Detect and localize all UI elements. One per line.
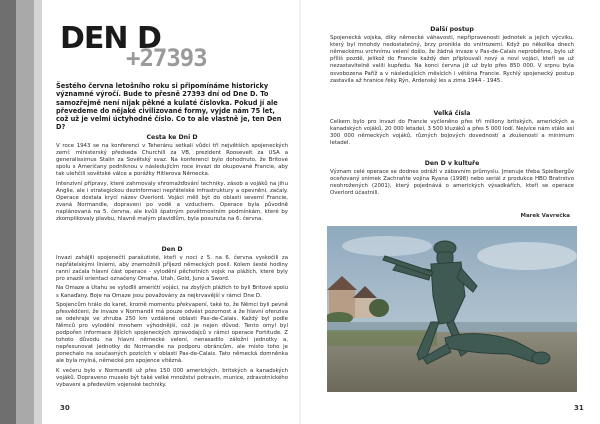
decorative-bar-dark (0, 0, 16, 424)
page-gutter (299, 0, 301, 424)
article-headline-number: +27393 (126, 44, 207, 72)
paragraph: Invazi zahájili spojenečtí parašutisté, kteří v noci z 5. na 6. června vyskočili za nepřátelskými liniemi, aby znemožnili příjezd německých posil. Kolem šesté hodiny ranní začala hlavní část operace - vylodění pěchotních vojsk na plážích, které byly pro snazší orientaci označeny Omaha, Utah, Gold, Juno a Sword. (56, 255, 288, 283)
section-heading: Den D v kultuře (424, 160, 480, 167)
article-author: Marek Vavrečka (520, 213, 570, 219)
paragraph: Spojencům hrálo do karet, kromě momentu překvapení, také to, že Němci byli pevně přesvědčeni, že invaze v Normandii má pouze odvést pozornost a že hlavní ofenziva se odehraje ve zhruba 250 km vzdálené oblasti Pas-de-Calais. Každý byl podle Němců pro vylodění mnohem výhodnější, což je nejen důvod. Tento omyl byl podpořen informace žijících spojeneckých zpravodajců v rámci operace Fortitude. Z tohoto důvodu na hlavní německé velení, nenasadilo záložní jednotky a, nepřesunovat jednotky do Normandie na podporu obráncům, ale místo toho je ponechalo na současných pozicích v oblasti Pas-de-Calais. Tato německá domněnka ale byla mylná, německé pro spojence vítězná. (56, 301, 288, 365)
section-heading: Další postup (430, 26, 474, 33)
article-photo (327, 226, 577, 392)
section-cesta (56, 134, 288, 225)
section-heading: Den D (161, 246, 183, 253)
section-dalsi (330, 26, 574, 87)
decorative-bar-light (34, 0, 42, 424)
paragraph: Význam celé operace se dodnes odráží v zábavním průmyslu. Jmenuje třeba Spielbergův oceňovaný snímek Zachraňte vojína Ryana (1998) nebo seriál z produkce HBO Bratrstvo neohrožených (2001), který pojednává o amerických výsadkářích, kteří se operace Overlord účastnili. (330, 169, 574, 197)
article-lead: Šestého června letošního roku si připomínáme historicky významné výročí. Bude to přesně 27393 dní od Dne D. To samozřejmě není nijak pěkné a kulaté číslovka. Pokud jí ale převedeme do nějaké civilizované formy, vyjde nám 75 let, což už je velmi úctyhodné číslo. Co to ale vlastně je, ten Den D? (56, 82, 282, 132)
paragraph: Spojenecká vojska, díky německé váhavosti, nepřipravenosti jednotek a jejich výcviku, který byl mnohdy nedostatečný, brzy pronikla do vnitrozemí. Když po několika dnech německému vrchnímu velení došlo, že žádná invaze v Pas-de-Calais neproběhne, bylo už příliš pozdě, jelikož do Francie každý den připlouvali nový a noví vojáci, kteří se už nezastavitelně valili kupředu. Na konci června již už bylo přes 850 000. V srpnu byla osvobozena Paříž a v následujících měsících i většina Francie. Rychlý spojenecký postup zastavila až hranice řeky Rýn, Ardenský les a zima 1944 - 1945. (330, 35, 574, 84)
paragraph: Na Omaze a Utahu se vyloďili američtí vojáci, na zbylých plážích to byli Britové spolu s Kanaďany. Boje na Omaze jsou považovány za nejkrvavější v rámci Dne D. (56, 285, 288, 299)
page-number-left: 30 (60, 404, 70, 412)
article-headline: DEN D (60, 21, 161, 56)
section-heading: Velká čísla (433, 110, 471, 117)
monument-photo-illustration (327, 226, 577, 392)
section-dend (56, 246, 288, 391)
section-velka (330, 110, 574, 149)
paragraph: K večeru bylo v Normandii už přes 150 000 amerických, britských a kanadských vojáků. Dopraveno muselo být také velké množství potravin, munice, zdravotnického vybavení a především vojenské techniky. (56, 367, 288, 388)
section-kultura (330, 160, 574, 199)
paragraph: Intenzivní přípravy, které zahrnovaly shromažďování techniky, zásob a vojáků na jihu Anglie, ale i strategickou dezinformaci nepřátelské infrastruktury a opevnění, začaly. Operace dostala krycí název Overlord. Vojáci měli být do oblasti severní Francie, zvaná Normandie, dopraveni po vodě a vzduchem. Operace byla původně naplánovaná na 5. června, ale kvůli špatným povětrnostním podmínkám, které by zkomplikovaly plavbu, hlavně malým plavidlům, byla posunuta na 6. června. (56, 180, 288, 223)
section-heading: Cesta ke Dni D (146, 134, 198, 141)
paragraph: V roce 1943 se na konferenci v Teheránu setkali vůdci tří největších spojeneckých zemí: ministerský předseda Churchill za VB, prezident Roosevelt za USA a generalissimus Stalin za Sovětský svaz. Na konferenci bylo dohodnuto, že Britové spolu s Američany podniknou v následujícím roce invazi do okupované Francie, aby tak ulehčili sovětské válce a porážky Hitlerova Německa. (56, 143, 288, 178)
decorative-bar-mid (16, 0, 34, 424)
paragraph: Celkem bylo pro invazi do Francie vyčleněno přes tři miliony britských, amerických a kanadských vojáků, 20 000 letadel, 3 500 kluzáků a přes 5 000 lodí. Nejvíce nám stálo asi 300 000 německých vojáků, různých bojových dovedností a zkušeností a minimum letadel. (330, 119, 574, 147)
page-number-right: 31 (574, 404, 584, 412)
